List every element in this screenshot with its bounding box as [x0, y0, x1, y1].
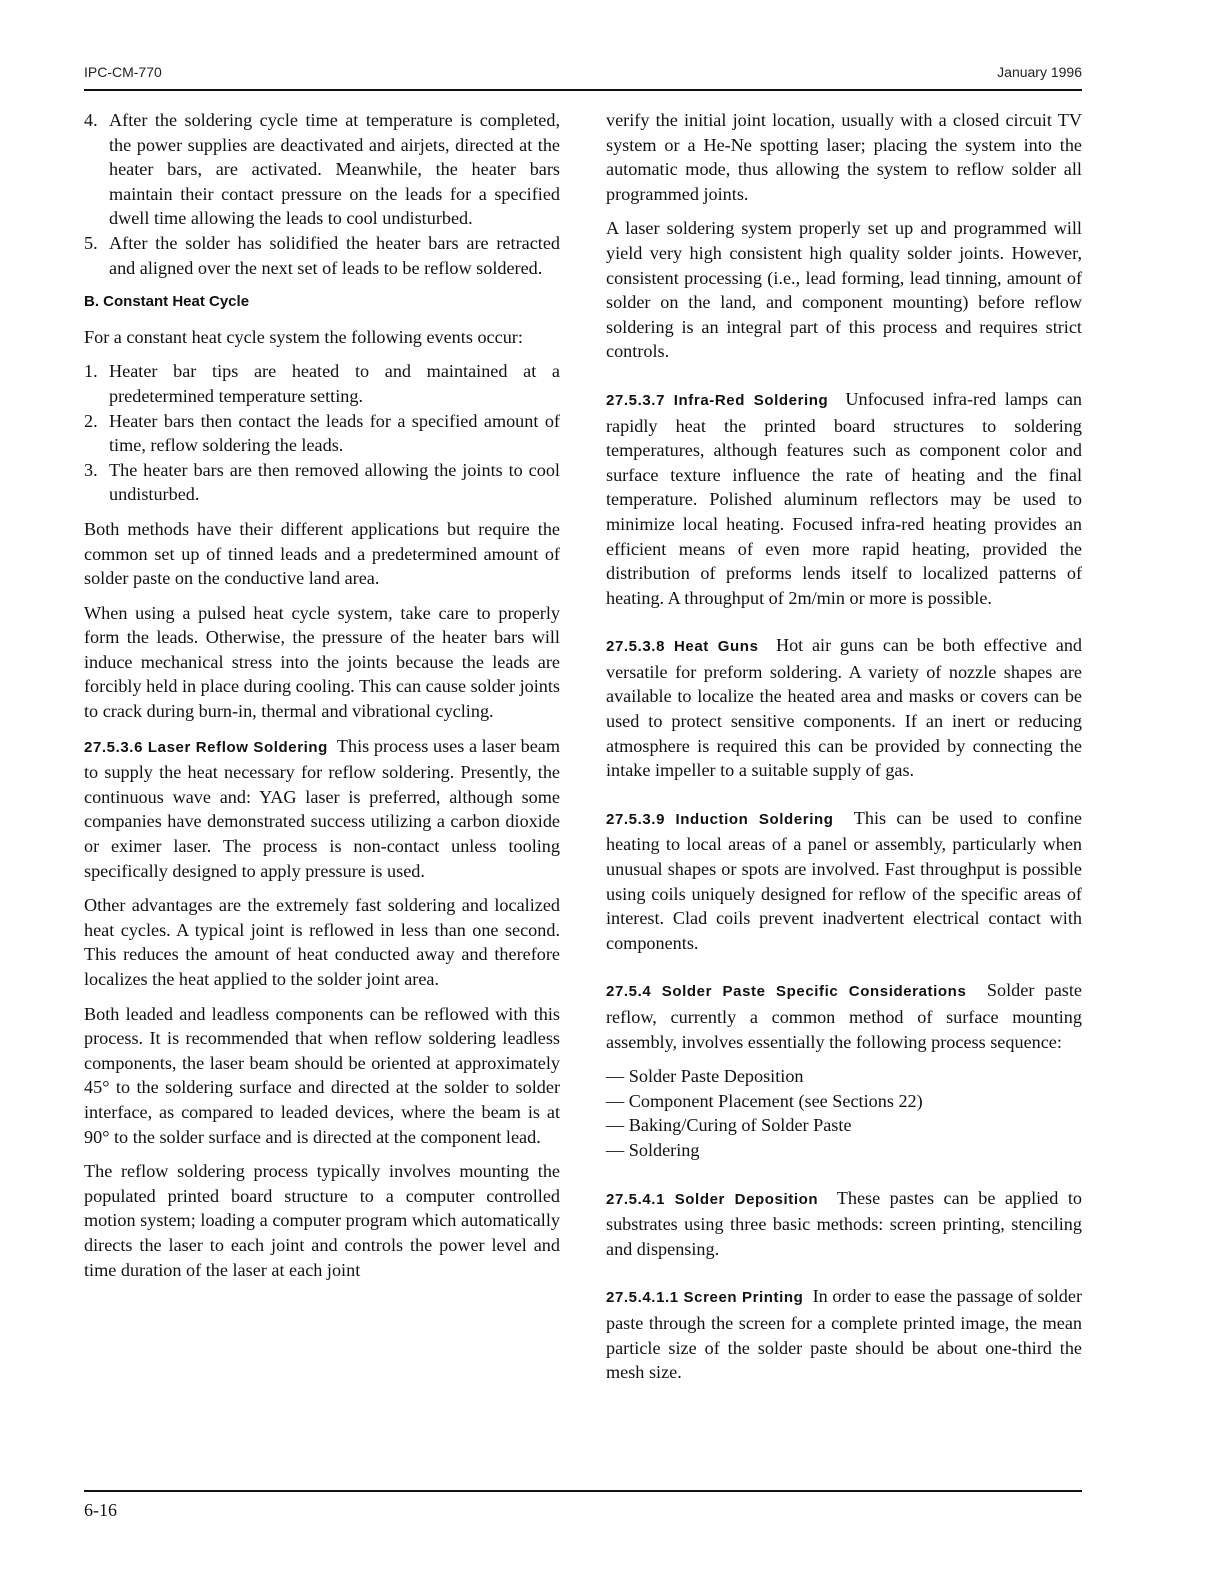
list-item: 4. After the soldering cycle time at temperature is completed, the power supplies are deactivated and airjets, directed at the heater bars, are activated. Meanwhile, the heater bars maintain their contact pressure on the leads for a specified dwell time allowing the leads to cool undisturbed.	[84, 110, 560, 229]
section-heat-guns: 27.5.3.8 Heat Guns Hot air guns can be both effective and versatile for preform soldering. A variety of nozzle shapes are available to localize the heated area and masks or covers can be used to protect sensitive components. If an inert or reducing atmosphere is required this can be provided by connecting the intake impeller to a suitable supply of gas.	[606, 635, 1083, 781]
page-number: 6-16	[84, 1500, 117, 1520]
process-sequence-list	[606, 1064, 1082, 1162]
paragraph: Other advantages are the extremely fast soldering and localized heat cycles. A typical joint is reflowed in less than one second. This reduces the amount of heat conducted away and therefore localizes the heat applied to the solder joint area.	[84, 895, 560, 989]
pulsed-heat-steps	[84, 108, 560, 280]
right-column	[606, 108, 1082, 1395]
left-column	[84, 108, 560, 1292]
document-date: January 1996	[997, 64, 1082, 80]
section-solder-deposition: 27.5.4.1 Solder Deposition These pastes can be applied to substrates using three basic methods: screen printing, stenciling and dispensing.	[606, 1187, 1082, 1259]
section-heading: 27.5.3.6 Laser Reflow Soldering	[84, 738, 328, 756]
list-item: — Soldering	[606, 1138, 1082, 1163]
paragraph: For a constant heat cycle system the following events occur:	[84, 326, 523, 347]
section-heading: 27.5.4.1 Solder Deposition	[606, 1190, 819, 1208]
section-solder-paste: 27.5.4 Solder Paste Specific Considerations Solder paste reflow, currently a common method of surface mounting assembly, involves essentially the following process sequence:	[606, 980, 1082, 1052]
constant-heat-steps	[84, 359, 560, 507]
list-item: 3. The heater bars are then removed allowing the joints to cool undisturbed.	[84, 459, 560, 505]
list-item: — Baking/Curing of Solder Paste	[606, 1113, 1082, 1138]
paragraph: Both methods have their different applications but require the common set up of tinned leads and a predetermined amount of solder paste on the conductive land area.	[84, 518, 560, 589]
header-divider	[84, 89, 1082, 91]
section-infra-red: 27.5.3.7 Infra-Red Soldering Unfocused infra-red lamps can rapidly heat the printed board structures to soldering temperatures, although features such as component color and surface texture influence the rate of heating and the final temperature. Polished aluminum reflectors may be used to minimize local heating. Focused infra-red heating provides an efficient means of even more rapid heating, provided the distribution of preforms lends itself to localized patterns of heating. A throughput of 2m/min or more is possible.	[606, 388, 1083, 608]
paragraph: verify the initial joint location, usually with a closed circuit TV system or a He-Ne spotting laser; placing the system into the automatic mode, thus allowing the system to reflow solder all programmed joints.	[606, 110, 1082, 204]
paragraph: The reflow soldering process typically involves mounting the populated printed board structure to a computer controlled motion system; loading a computer program which automatically directs the laser to each joint and controls the power level and time duration of the laser at each joint	[84, 1161, 560, 1280]
footer-divider	[84, 1490, 1082, 1492]
paragraph: Both leaded and leadless components can be reflowed with this process. It is recommended that when reflow soldering leadless components, the laser beam should be oriented at approximately 45° to the soldering surface and directed at the solder to solder interface, as compared to leaded devices, where the beam is at 90° to the solder surface and is directed at the component lead.	[84, 1003, 560, 1147]
section-heading: B. Constant Heat Cycle	[84, 293, 250, 311]
section-induction: 27.5.3.9 Induction Soldering This can be used to confine heating to local areas of a panel or assembly, particularly when unusual shapes or spots are involved. Fast throughput is possible using coils uniquely designed for reflow of the specific areas of interest. Clad coils prevent inadvertent electrical contact with components.	[606, 807, 1082, 953]
section-heading: 27.5.3.7 Infra-Red Soldering	[606, 391, 829, 409]
section-screen-printing: 27.5.4.1.1 Screen Printing In order to ease the passage of solder paste through the screen for a complete printed image, the mean particle size of the solder paste should be about one-third the mesh size.	[606, 1286, 1083, 1383]
list-item: — Solder Paste Deposition	[606, 1064, 1082, 1089]
section-laser-reflow: 27.5.3.6 Laser Reflow Soldering This process uses a laser beam to supply the heat necessary for reflow soldering. Presently, the continuous wave and: YAG laser is preferred, although some companies have demonstrated success utilizing a carbon dioxide or eximer laser. The process is non-contact unless tooling specifically designed to apply pressure is used.	[84, 735, 561, 881]
list-item: 1. Heater bar tips are heated to and maintained at a predetermined temperature setting.	[84, 361, 560, 406]
section-heading: 27.5.3.8 Heat Guns	[606, 638, 759, 656]
section-heading: 27.5.4 Solder Paste Specific Considerations	[606, 983, 967, 1001]
list-item: 2. Heater bars then contact the leads for a specified amount of time, reflow soldering the leads.	[84, 410, 560, 456]
list-item: 5. After the solder has solidified the heater bars are retracted and aligned over the next set of leads to be reflow soldered.	[84, 232, 560, 278]
list-item: — Component Placement (see Sections 22)	[606, 1089, 1082, 1114]
paragraph: When using a pulsed heat cycle system, take care to properly form the leads. Otherwise, the pressure of the heater bars will induce mechanical stress into the joints because the leads are forcibly held in place during cooling. This can cause solder joints to crack during burn-in, thermal and vibrational cycling.	[84, 602, 560, 722]
paragraph: A laser soldering system properly set up and programmed will yield very high consistent high quality solder joints. However, consistent processing (i.e., lead forming, lead tinning, amount of solder on the land, and component mounting) before reflow soldering is an integral part of this process and requires strict controls.	[606, 218, 1082, 362]
section-heading: 27.5.3.9 Induction Soldering	[606, 810, 834, 828]
document-id: IPC-CM-770	[84, 64, 162, 80]
section-heading: 27.5.4.1.1 Screen Printing	[606, 1289, 804, 1307]
